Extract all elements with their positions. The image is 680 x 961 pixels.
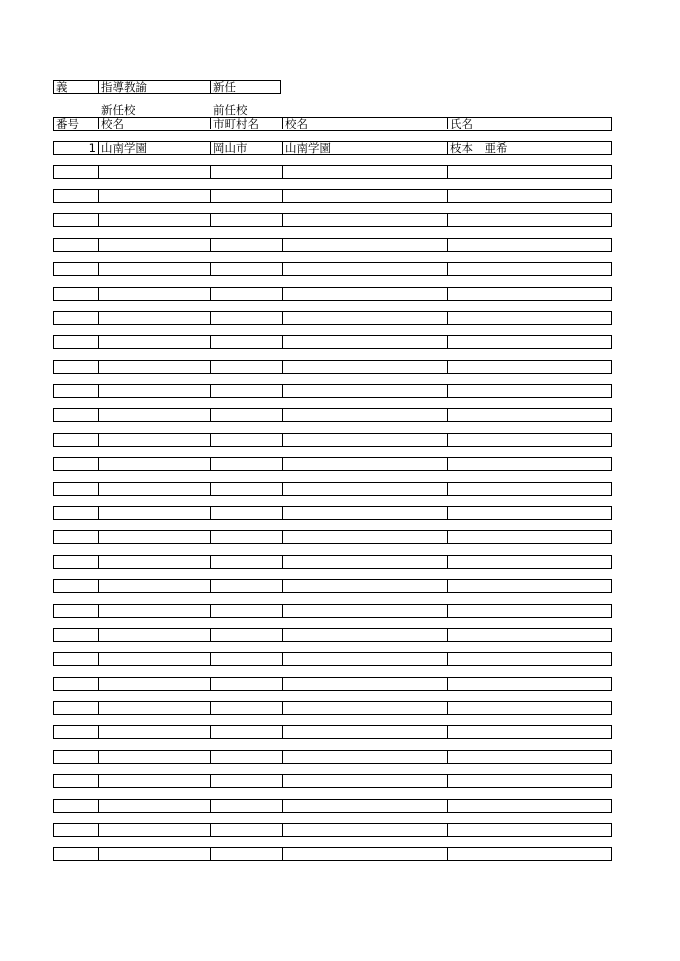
cell-person-name bbox=[447, 214, 611, 226]
cell-prev-school-name bbox=[282, 556, 447, 568]
table-row bbox=[53, 482, 612, 496]
cell-prev-school-name bbox=[282, 751, 447, 763]
cell-person-name bbox=[447, 409, 611, 421]
header-person-name: 氏名 bbox=[447, 118, 610, 129]
cell-municipality bbox=[210, 239, 282, 251]
cell-number bbox=[53, 824, 98, 836]
cell-new-school-name bbox=[98, 434, 210, 446]
cell-person-name bbox=[447, 702, 611, 714]
cell-number bbox=[53, 336, 98, 348]
cell-municipality bbox=[210, 166, 282, 178]
table-row bbox=[53, 823, 612, 837]
table-row bbox=[53, 604, 612, 618]
cell-number bbox=[53, 751, 98, 763]
cell-municipality bbox=[210, 751, 282, 763]
cell-prev-school-name bbox=[282, 385, 447, 397]
cell-prev-school-name bbox=[282, 458, 447, 470]
cell-person-name bbox=[447, 800, 611, 812]
cell-prev-school-name bbox=[282, 263, 447, 275]
cell-prev-school-name bbox=[282, 605, 447, 617]
cell-number bbox=[53, 629, 98, 641]
cell-prev-school-name bbox=[282, 678, 447, 690]
cell-municipality bbox=[210, 653, 282, 665]
cell-municipality bbox=[210, 556, 282, 568]
cell-new-school-name bbox=[98, 653, 210, 665]
cell-municipality bbox=[210, 800, 282, 812]
header-municipality: 市町村名 bbox=[210, 118, 282, 129]
cell-municipality bbox=[210, 507, 282, 519]
cell-prev-school-name bbox=[282, 288, 447, 300]
cell-person-name bbox=[447, 678, 611, 690]
cell-person-name bbox=[447, 531, 611, 543]
cell-new-school-name bbox=[98, 483, 210, 495]
cell-new-school-name bbox=[98, 556, 210, 568]
cell-prev-school-name bbox=[282, 166, 447, 178]
cell-new-school-name bbox=[98, 214, 210, 226]
cell-prev-school-name bbox=[282, 800, 447, 812]
cell-number bbox=[53, 605, 98, 617]
cell-number bbox=[53, 312, 98, 324]
cell-municipality bbox=[210, 434, 282, 446]
cell-number bbox=[53, 848, 98, 860]
cell-prev-school-name bbox=[282, 434, 447, 446]
cell-new-school-name bbox=[98, 312, 210, 324]
cell-new-school-name bbox=[98, 800, 210, 812]
table-row bbox=[53, 530, 612, 544]
cell-prev-school-name bbox=[282, 775, 447, 787]
header-prev-school-name: 校名 bbox=[282, 118, 447, 129]
table-row bbox=[53, 287, 612, 301]
table-row bbox=[53, 701, 612, 715]
cell-municipality bbox=[210, 483, 282, 495]
cell-municipality bbox=[210, 531, 282, 543]
cell-new-school-name bbox=[98, 263, 210, 275]
cell-new-school-name bbox=[98, 336, 210, 348]
cell-municipality bbox=[210, 361, 282, 373]
table-row bbox=[53, 141, 612, 155]
top-box-cell-2: 指導教諭 bbox=[98, 81, 210, 93]
table-row bbox=[53, 360, 612, 374]
cell-person-name bbox=[447, 361, 611, 373]
table-row bbox=[53, 457, 612, 471]
cell-number bbox=[53, 458, 98, 470]
cell-person-name bbox=[447, 434, 611, 446]
cell-number bbox=[53, 800, 98, 812]
table-row bbox=[53, 555, 612, 569]
cell-number bbox=[53, 507, 98, 519]
cell-number bbox=[53, 726, 98, 738]
cell-person-name bbox=[447, 629, 611, 641]
cell-municipality bbox=[210, 824, 282, 836]
cell-person-name bbox=[447, 605, 611, 617]
cell-number bbox=[53, 556, 98, 568]
cell-municipality bbox=[210, 336, 282, 348]
cell-municipality bbox=[210, 775, 282, 787]
cell-prev-school-name bbox=[282, 409, 447, 421]
cell-person-name bbox=[447, 336, 611, 348]
cell-person-name bbox=[447, 775, 611, 787]
cell-new-school-name bbox=[98, 190, 210, 202]
cell-municipality bbox=[210, 385, 282, 397]
cell-municipality bbox=[210, 702, 282, 714]
cell-number bbox=[53, 361, 98, 373]
cell-new-school-name bbox=[98, 239, 210, 251]
cell-prev-school-name bbox=[282, 629, 447, 641]
cell-new-school-name bbox=[98, 678, 210, 690]
cell-number bbox=[53, 239, 98, 251]
top-box bbox=[53, 80, 281, 94]
table-row bbox=[53, 847, 612, 861]
cell-municipality bbox=[210, 263, 282, 275]
cell-new-school-name bbox=[98, 580, 210, 592]
cell-municipality bbox=[210, 190, 282, 202]
table-row bbox=[53, 189, 612, 203]
cell-new-school-name bbox=[98, 751, 210, 763]
cell-new-school-name: 山南学園 bbox=[98, 142, 210, 154]
cell-person-name bbox=[447, 239, 611, 251]
cell-number bbox=[53, 190, 98, 202]
cell-person-name bbox=[447, 653, 611, 665]
cell-person-name bbox=[447, 751, 611, 763]
cell-municipality bbox=[210, 288, 282, 300]
cell-new-school-name bbox=[98, 288, 210, 300]
cell-new-school-name bbox=[98, 702, 210, 714]
cell-new-school-name bbox=[98, 848, 210, 860]
cell-person-name bbox=[447, 483, 611, 495]
cell-number bbox=[53, 678, 98, 690]
cell-person-name bbox=[447, 312, 611, 324]
table-row bbox=[53, 652, 612, 666]
cell-person-name bbox=[447, 556, 611, 568]
table-row bbox=[53, 384, 612, 398]
table-row bbox=[53, 628, 612, 642]
cell-number bbox=[53, 580, 98, 592]
cell-municipality bbox=[210, 848, 282, 860]
cell-new-school-name bbox=[98, 775, 210, 787]
cell-prev-school-name bbox=[282, 361, 447, 373]
cell-new-school-name bbox=[98, 458, 210, 470]
table-row bbox=[53, 579, 612, 593]
cell-municipality bbox=[210, 458, 282, 470]
table-row bbox=[53, 799, 612, 813]
table-row bbox=[53, 311, 612, 325]
cell-prev-school-name bbox=[282, 190, 447, 202]
cell-person-name bbox=[447, 848, 611, 860]
table-row bbox=[53, 262, 612, 276]
cell-prev-school-name: 山南学園 bbox=[282, 142, 447, 154]
cell-prev-school-name bbox=[282, 336, 447, 348]
cell-number bbox=[53, 483, 98, 495]
table-row bbox=[53, 677, 612, 691]
cell-number bbox=[53, 385, 98, 397]
cell-number bbox=[53, 288, 98, 300]
cell-municipality bbox=[210, 580, 282, 592]
cell-new-school-name bbox=[98, 824, 210, 836]
cell-new-school-name bbox=[98, 726, 210, 738]
cell-number bbox=[53, 166, 98, 178]
cell-person-name: 枝本 亜希 bbox=[447, 142, 611, 154]
table-row bbox=[53, 750, 612, 764]
cell-person-name bbox=[447, 190, 611, 202]
cell-number: 1 bbox=[53, 142, 98, 154]
group-label-new-school: 新任校 bbox=[101, 104, 136, 117]
cell-new-school-name bbox=[98, 361, 210, 373]
cell-person-name bbox=[447, 824, 611, 836]
cell-number bbox=[53, 434, 98, 446]
header-number: 番号 bbox=[56, 118, 79, 129]
cell-municipality: 岡山市 bbox=[210, 142, 282, 154]
cell-number bbox=[53, 263, 98, 275]
cell-new-school-name bbox=[98, 385, 210, 397]
table-row bbox=[53, 774, 612, 788]
table-row bbox=[53, 433, 612, 447]
table-row bbox=[53, 238, 612, 252]
cell-number bbox=[53, 775, 98, 787]
cell-new-school-name bbox=[98, 166, 210, 178]
cell-municipality bbox=[210, 629, 282, 641]
cell-municipality bbox=[210, 409, 282, 421]
cell-prev-school-name bbox=[282, 824, 447, 836]
table-row bbox=[53, 165, 612, 179]
cell-prev-school-name bbox=[282, 531, 447, 543]
cell-municipality bbox=[210, 605, 282, 617]
cell-prev-school-name bbox=[282, 726, 447, 738]
header-new-school-name: 校名 bbox=[98, 118, 210, 129]
table-row bbox=[53, 213, 612, 227]
cell-person-name bbox=[447, 458, 611, 470]
cell-person-name bbox=[447, 263, 611, 275]
table-row bbox=[53, 506, 612, 520]
cell-prev-school-name bbox=[282, 848, 447, 860]
cell-municipality bbox=[210, 312, 282, 324]
cell-person-name bbox=[447, 726, 611, 738]
cell-municipality bbox=[210, 678, 282, 690]
cell-person-name bbox=[447, 507, 611, 519]
group-label-prev-school: 前任校 bbox=[213, 104, 248, 117]
cell-prev-school-name bbox=[282, 702, 447, 714]
cell-person-name bbox=[447, 166, 611, 178]
cell-new-school-name bbox=[98, 409, 210, 421]
cell-prev-school-name bbox=[282, 483, 447, 495]
cell-new-school-name bbox=[98, 629, 210, 641]
top-box-cell-1: 義 bbox=[56, 81, 68, 93]
cell-prev-school-name bbox=[282, 653, 447, 665]
cell-prev-school-name bbox=[282, 239, 447, 251]
header-row bbox=[53, 117, 612, 131]
cell-new-school-name bbox=[98, 507, 210, 519]
top-box-cell-3: 新任 bbox=[210, 81, 280, 93]
cell-prev-school-name bbox=[282, 580, 447, 592]
cell-number bbox=[53, 531, 98, 543]
table-row bbox=[53, 725, 612, 739]
table-row bbox=[53, 408, 612, 422]
cell-municipality bbox=[210, 214, 282, 226]
cell-number bbox=[53, 653, 98, 665]
cell-number bbox=[53, 409, 98, 421]
cell-municipality bbox=[210, 726, 282, 738]
cell-prev-school-name bbox=[282, 507, 447, 519]
cell-number bbox=[53, 214, 98, 226]
table-row bbox=[53, 335, 612, 349]
cell-prev-school-name bbox=[282, 312, 447, 324]
cell-person-name bbox=[447, 580, 611, 592]
cell-person-name bbox=[447, 288, 611, 300]
cell-person-name bbox=[447, 385, 611, 397]
cell-new-school-name bbox=[98, 605, 210, 617]
cell-new-school-name bbox=[98, 531, 210, 543]
cell-prev-school-name bbox=[282, 214, 447, 226]
cell-number bbox=[53, 702, 98, 714]
